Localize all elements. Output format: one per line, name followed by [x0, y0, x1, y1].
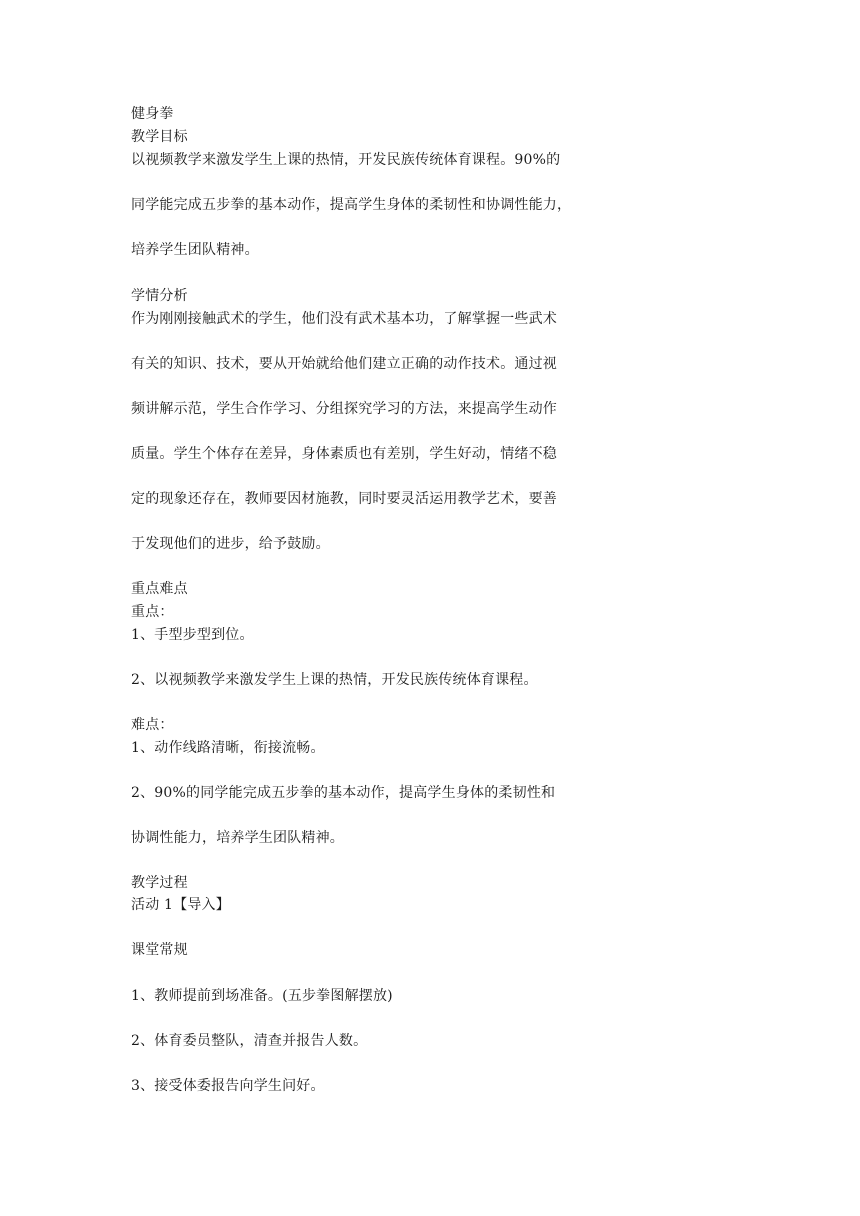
difficulty-item: 2、90%的同学能完成五步拳的基本动作，提高学生身体的柔韧性和: [131, 785, 556, 801]
objectives-line: 同学能完成五步拳的基本动作，提高学生身体的柔韧性和协调性能力，: [131, 197, 572, 213]
process-heading: 教学过程: [131, 875, 188, 891]
document-title: 健身拳: [131, 106, 174, 122]
analysis-line: 有关的知识、技术，要从开始就给他们建立正确的动作技术。通过视: [131, 356, 557, 372]
difficulty-label: 难点：: [131, 717, 174, 733]
focus-label: 重点：: [131, 604, 174, 620]
objectives-line: 以视频教学来激发学生上课的热情，开发民族传统体育课程。90%的: [131, 152, 561, 168]
analysis-line: 质量。学生个体存在差异，身体素质也有差别，学生好动，情绪不稳: [131, 446, 557, 462]
routine-item: 3、接受体委报告向学生问好。: [131, 1078, 325, 1094]
routine-title: 课堂常规: [131, 942, 188, 958]
activity-label: 活动 1【导入】: [131, 897, 230, 913]
key-points-heading: 重点难点: [131, 581, 188, 597]
objectives-line: 培养学生团队精神。: [131, 242, 259, 258]
analysis-line: 作为刚刚接触武术的学生，他们没有武术基本功，了解掌握一些武术: [131, 311, 557, 327]
routine-item: 1、教师提前到场准备。(五步拳图解摆放): [131, 988, 393, 1004]
analysis-heading: 学情分析: [131, 288, 188, 304]
analysis-line: 定的现象还存在，教师要因材施教，同时要灵活运用教学艺术，要善: [131, 491, 557, 507]
objectives-heading: 教学目标: [131, 129, 188, 145]
analysis-line: 频讲解示范，学生合作学习、分组探究学习的方法，来提高学生动作: [131, 401, 557, 417]
focus-item: 2、以视频教学来激发学生上课的热情，开发民族传统体育课程。: [131, 672, 538, 688]
difficulty-item: 协调性能力，培养学生团队精神。: [131, 830, 344, 846]
focus-item: 1、手型步型到位。: [131, 627, 254, 643]
routine-item: 2、体育委员整队，清查并报告人数。: [131, 1033, 368, 1049]
difficulty-item: 1、动作线路清晰，衔接流畅。: [131, 740, 325, 756]
analysis-line: 于发现他们的进步，给予鼓励。: [131, 536, 330, 552]
